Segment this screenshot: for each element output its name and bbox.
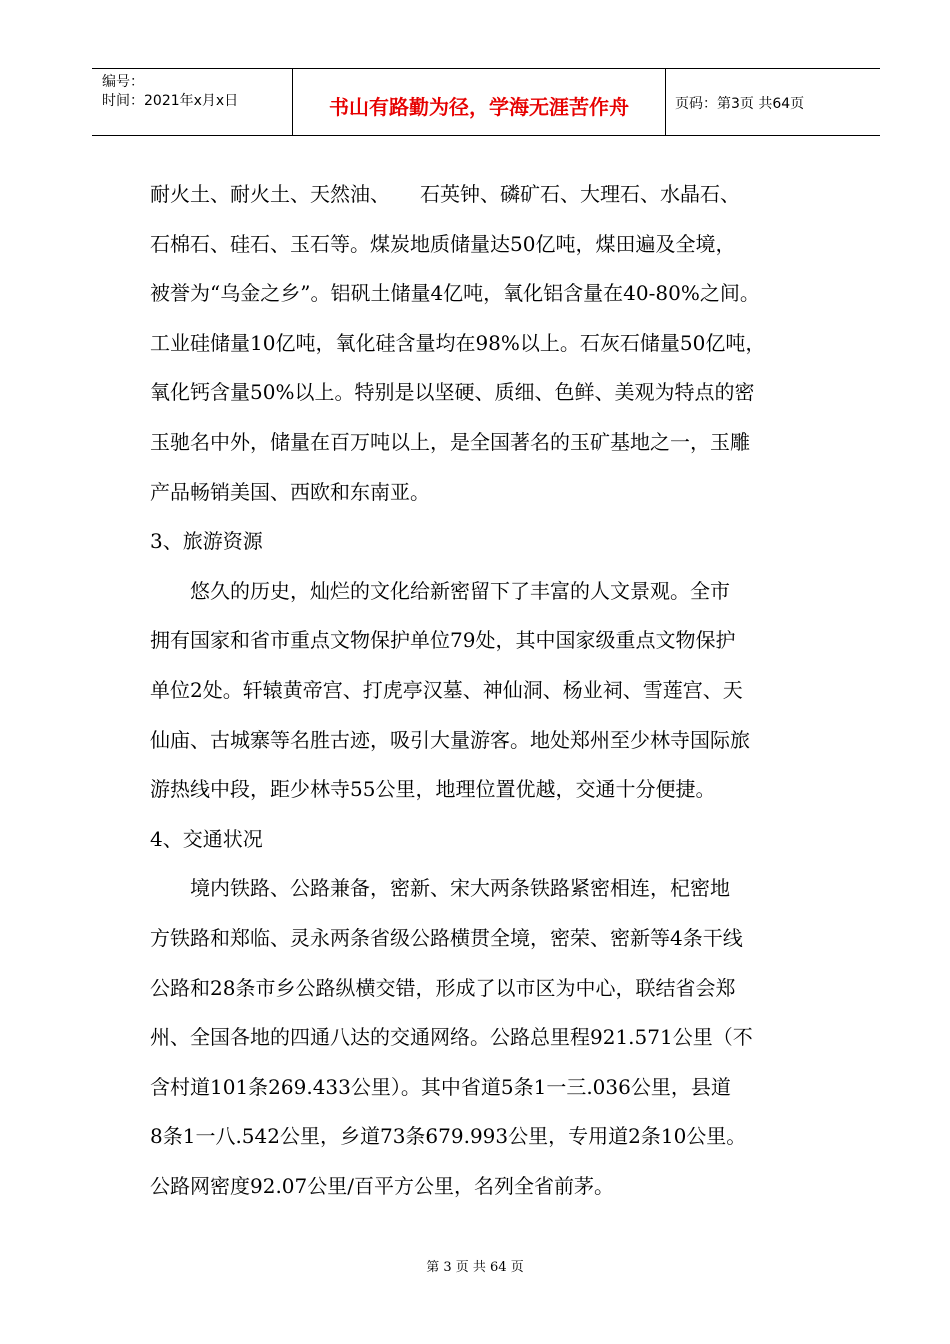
body-line: 单位2处。轩辕黄帝宫、打虎亭汉墓、神仙洞、杨业祠、雪莲宫、天 [150, 677, 743, 702]
body-line: 公路和28条市乡公路纵横交错，形成了以市区为中心，联结省会郑 [150, 975, 736, 1000]
body-line: 仙庙、古城寨等名胜古迹，吸引大量游客。地处郑州至少林寺国际旅 [150, 727, 750, 752]
body-line: 方铁路和郑临、灵永两条省级公路横贯全境，密荣、密新等4条干线 [150, 925, 743, 950]
header-motto: 书山有路勤为径，学海无涯苦作舟 [329, 95, 629, 119]
body-line: 游热线中段，距少林寺55公里，地理位置优越，交通十分便捷。 [150, 777, 716, 802]
body-line: 拥有国家和省市重点文物保护单位79处，其中国家级重点文物保护 [150, 628, 736, 653]
body-line: 耐火土、耐火土、天然油、 石英钟、磷矿石、大理石、水晶石、 [150, 182, 740, 206]
body-line: 玉驰名中外，储量在百万吨以上，是全国著名的玉矿基地之一，玉雕 [150, 429, 750, 454]
body-line: 8条1一八.542公里，乡道73条679.993公里，专用道2条10公里。 [150, 1124, 747, 1149]
body-line: 工业硅储量10亿吨，氧化硅含量均在98%以上。石灰石储量50亿吨， [150, 330, 766, 355]
body-line: 州、全国各地的四通八达的交通网络。公路总里程921.571公里（不 [150, 1025, 753, 1050]
body-line: 境内铁路、公路兼备，密新、宋大两条铁路紧密相连，杞密地 [190, 876, 730, 901]
page-header [92, 68, 880, 136]
header-divider-right [665, 69, 666, 135]
body-line: 公路网密度92.07公里/百平方公里，名列全省前茅。 [150, 1173, 614, 1198]
body-line: 石棉石、硅石、玉石等。煤炭地质储量达50亿吨，煤田遍及全境， [150, 231, 736, 256]
doc-number-label: 编号： [102, 74, 144, 90]
section-heading: 4、交通状况 [150, 826, 263, 851]
body-line: 含村道101条269.433公里）。其中省道5条1一三.036公里，县道 [150, 1074, 731, 1099]
body-line: 氧化钙含量50%以上。特别是以坚硬、质细、色鲜、美观为特点的密 [150, 380, 755, 405]
time-label: 时间：2021年x月x日 [102, 93, 239, 109]
body-line: 产品畅销美国、西欧和东南亚。 [150, 479, 430, 504]
document-body [150, 170, 840, 1211]
page-footer: 第 3 页 共 64 页 [426, 1260, 524, 1275]
header-page-info: 页码：第3页 共64页 [675, 96, 805, 112]
body-line: 悠久的历史，灿烂的文化给新密留下了丰富的人文景观。全市 [190, 578, 730, 603]
section-heading: 3、旅游资源 [150, 529, 263, 554]
body-line: 被誉为“乌金之乡”。铝矾土储量4亿吨，氧化铝含量在40-80%之间。 [150, 281, 760, 306]
header-meta [102, 73, 292, 111]
